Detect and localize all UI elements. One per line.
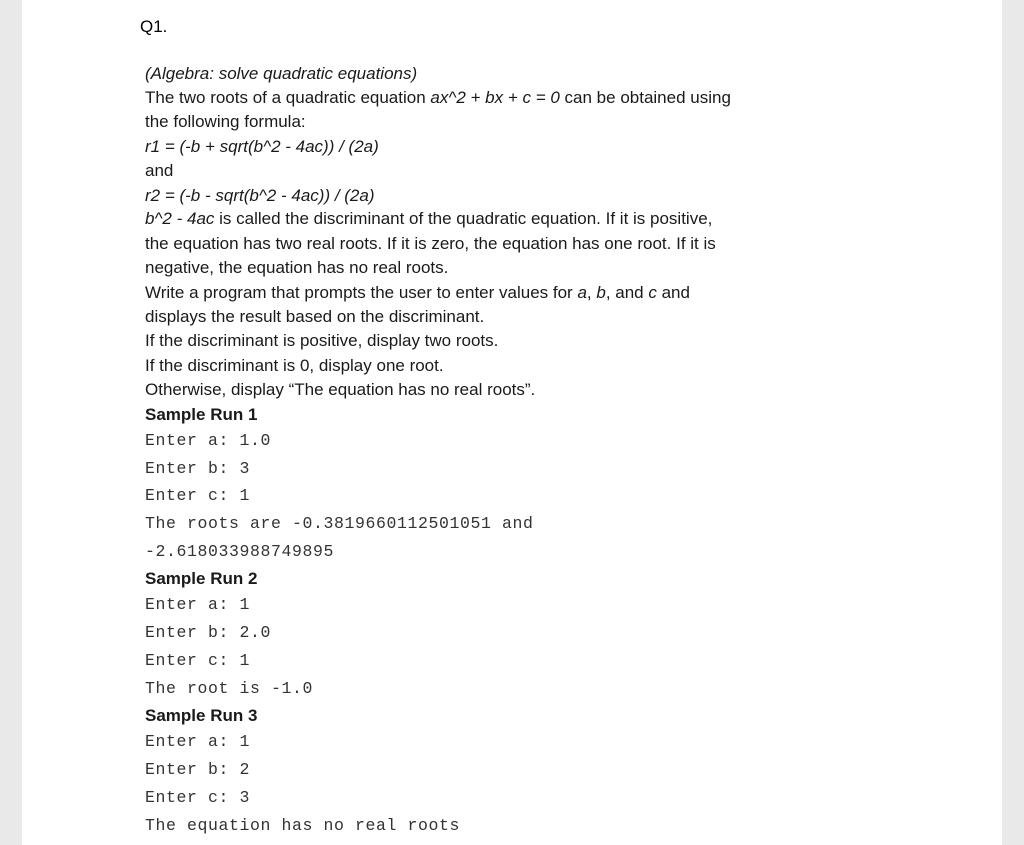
and-sep: , and [605,283,649,302]
problem-title: (Algebra: solve quadratic equations) [145,64,418,83]
run-2-line: The root is -1.0 [145,679,314,698]
question-number: Q1. [140,17,168,36]
sample-run-2-title: Sample Run 2 [145,569,258,588]
discriminant-term: b^2 - 4ac [145,209,215,228]
discriminant-line-1 [145,208,712,230]
sample-run-1-title: Sample Run 1 [145,405,258,424]
run-1-line: The roots are -0.3819660112501051 and [145,514,534,533]
run-3-line: The equation has no real roots [145,816,461,835]
var-a: a [577,283,587,302]
discriminant-line-3: negative, the equation has no real roots. [145,258,449,277]
prompt-line-1 [145,282,690,304]
quadratic-equation: ax^2 + bx + c = 0 [430,88,560,107]
and-text: and [145,161,174,180]
run-3-line: Enter c: 3 [145,788,251,807]
prompt-text: Write a program that prompts the user to enter values for [145,283,578,302]
run-1-line: Enter c: 1 [145,486,251,505]
rule-zero: If the discriminant is 0, display one root. [145,356,444,375]
run-2-line: Enter b: 2.0 [145,623,272,642]
run-1-line: Enter a: 1.0 [145,431,272,450]
comma: , [586,283,597,302]
run-2-line: Enter a: 1 [145,595,251,614]
run-3-line: Enter a: 1 [145,732,251,751]
sample-run-3-title: Sample Run 3 [145,706,258,725]
var-b: b [596,283,606,302]
intro-line-1 [145,87,731,109]
run-2-line: Enter c: 1 [145,651,251,670]
discriminant-text: is called the discriminant of the quadratic equation. If it is positive, [214,209,713,228]
prompt-end: and [656,283,690,302]
rule-negative: Otherwise, display “The equation has no real roots”. [145,380,536,399]
prompt-line-2: displays the result based on the discriminant. [145,307,485,326]
run-3-line: Enter b: 2 [145,760,251,779]
intro-text: The two roots of a quadratic equation [145,88,431,107]
rule-positive: If the discriminant is positive, display two roots. [145,331,499,350]
run-1-line: -2.618033988749895 [145,542,335,561]
formula-r1: r1 = (-b + sqrt(b^2 - 4ac)) / (2a) [145,137,379,156]
formula-r2: r2 = (-b - sqrt(b^2 - 4ac)) / (2a) [145,186,375,205]
intro-text-end: can be obtained using [559,88,731,107]
intro-line-2: the following formula: [145,112,306,131]
run-1-line: Enter b: 3 [145,459,251,478]
var-c: c [648,283,657,302]
discriminant-line-2: the equation has two real roots. If it is zero, the equation has one root. If it is [145,234,716,253]
